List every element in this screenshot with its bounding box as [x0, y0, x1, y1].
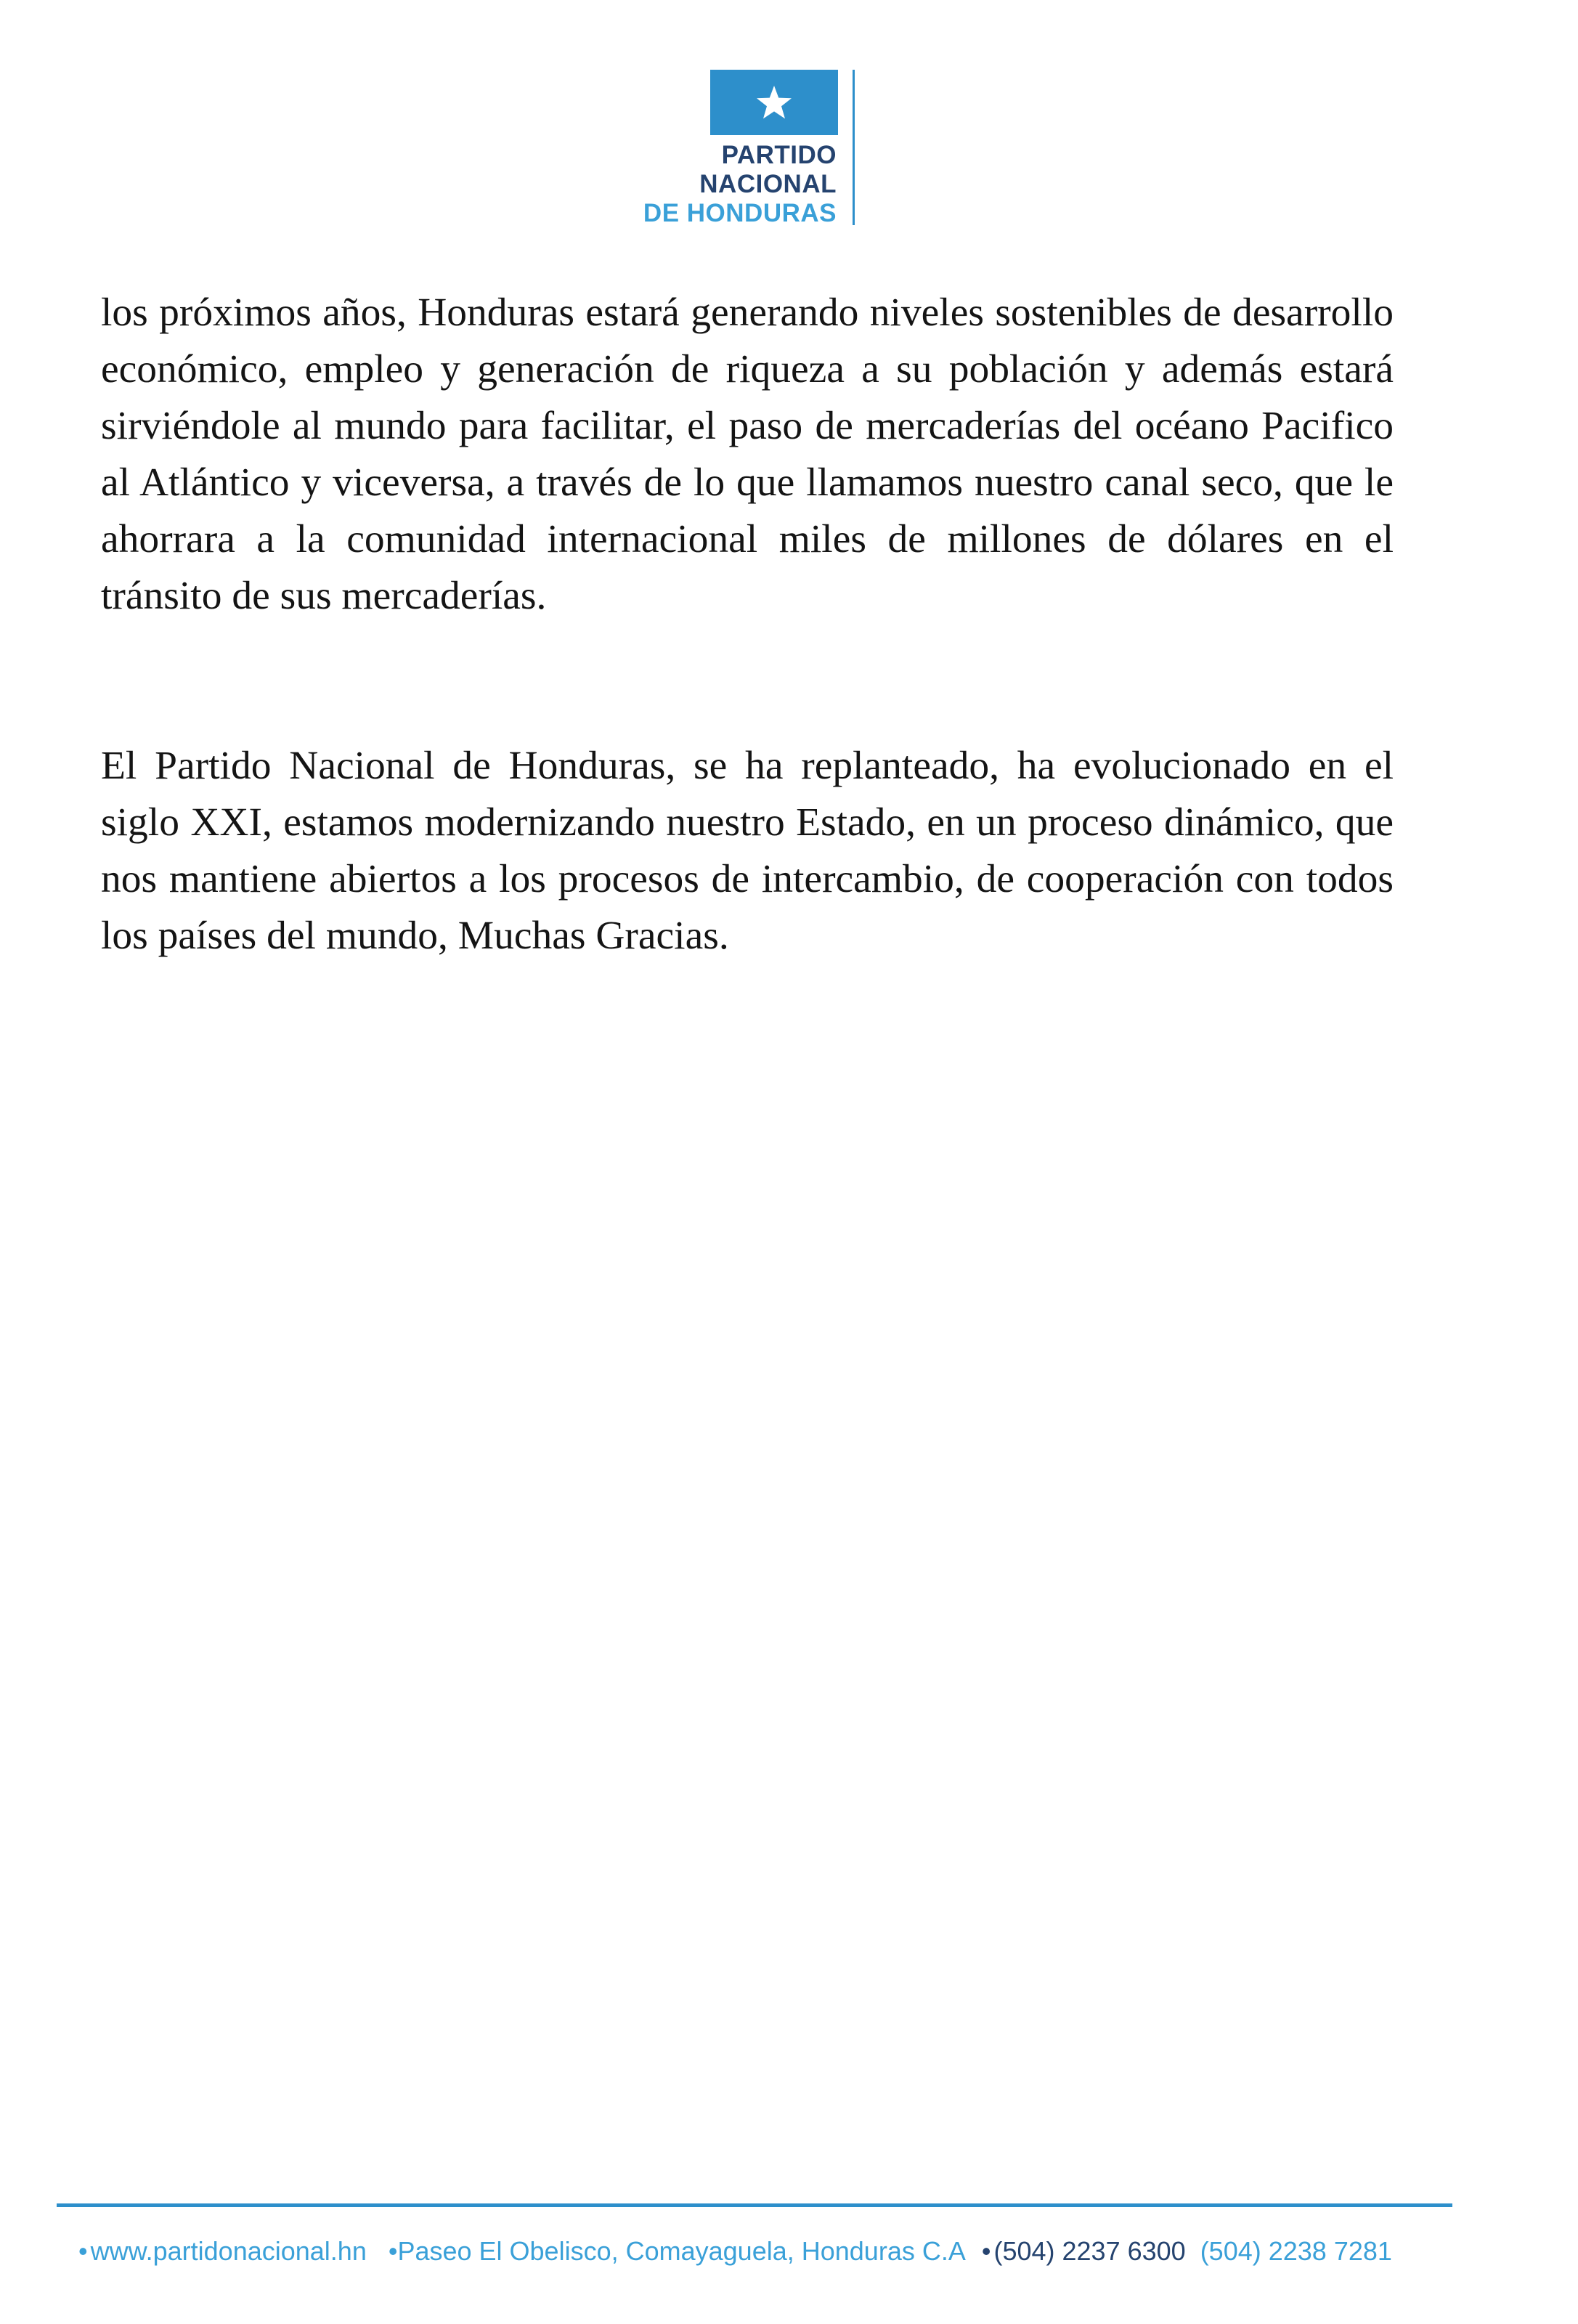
footer-website-link[interactable]: www.partidonacional.hn	[90, 2236, 367, 2266]
logo-divider	[853, 70, 855, 225]
footer-contact	[78, 2235, 1458, 2267]
logo-text-de-honduras: DE HONDURAS	[643, 199, 837, 227]
logo-flag-box	[710, 70, 838, 135]
footer-phone-secondary: (504) 2238 7281	[1200, 2236, 1392, 2266]
footer-bullet: •	[981, 2236, 991, 2266]
paragraph-2: El Partido Nacional de Honduras, se ha replanteado, ha evolucionado en el siglo XXI, estamos modernizando nuestro Estado, en un proceso dinámico, que nos mantiene abiertos a los procesos de intercambio, de cooperación con todos los países del mundo, Muchas Gracias.	[101, 744, 1394, 958]
footer-address: •Paseo El Obelisco, Comayaguela, Honduras C.A	[388, 2236, 966, 2266]
document-body	[101, 285, 1394, 964]
footer-divider	[57, 2203, 1452, 2207]
footer-phone-primary: (504) 2237 6300	[993, 2236, 1186, 2266]
party-logo	[625, 70, 864, 229]
logo-text-nacional: NACIONAL	[699, 170, 837, 198]
paragraph-1: los próximos años, Honduras estará generando niveles sostenibles de desarrollo económico, empleo y generación de riqueza a su población y además estará sirviéndole al mundo para facilitar, el paso de mercaderías del océano Pacifico al Atlántico y viceversa, a través de lo que llamamos nuestro canal seco, que le ahorrara a la comunidad internacional miles de millones de dólares en el tránsito de sus mercaderías.	[101, 290, 1394, 618]
footer-bullet: •	[78, 2236, 88, 2266]
logo-text-partido: PARTIDO	[721, 141, 837, 169]
star-icon	[755, 84, 793, 121]
